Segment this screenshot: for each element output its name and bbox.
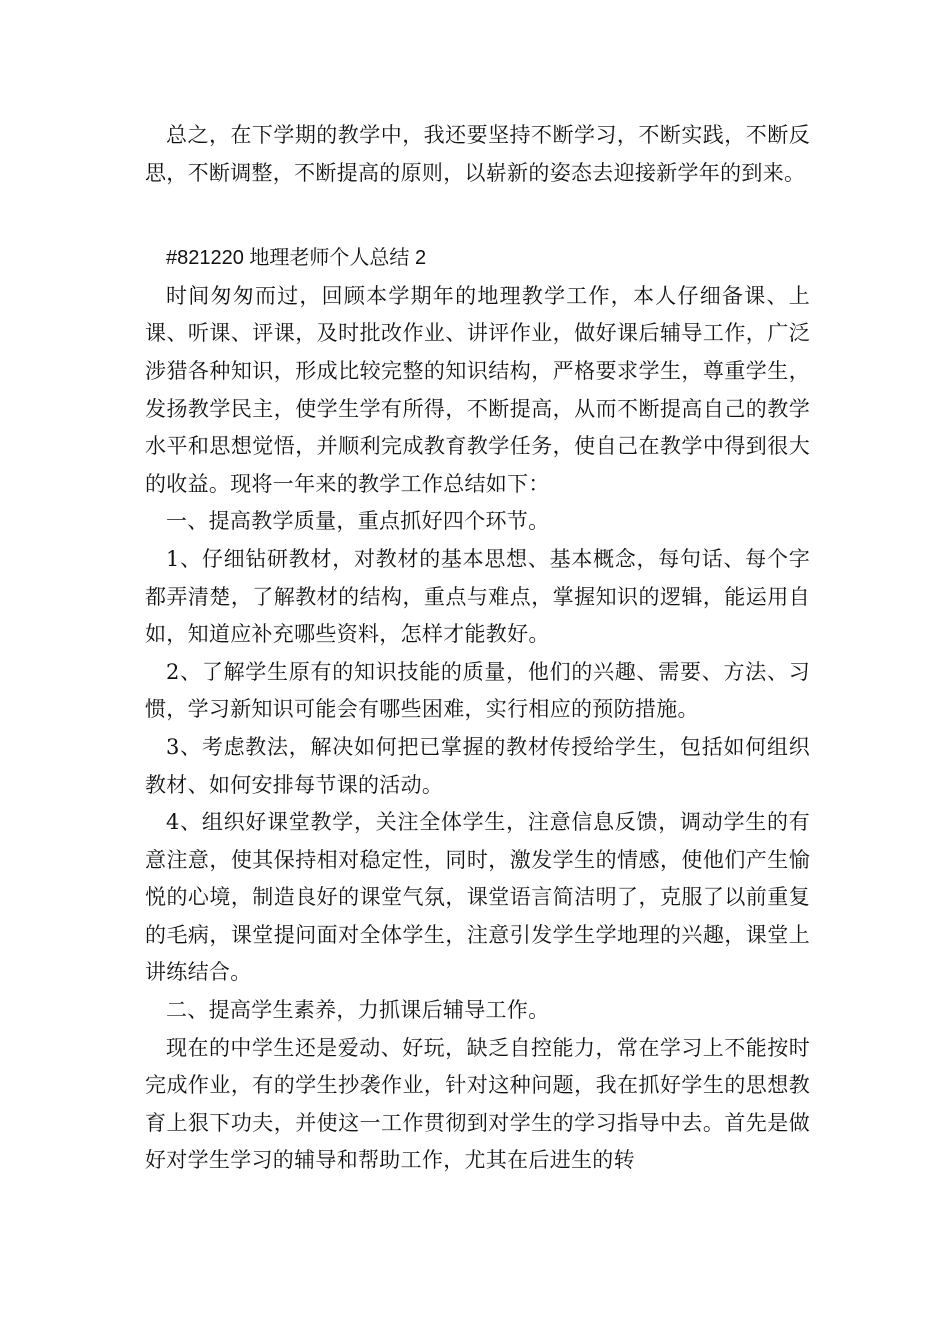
body-paragraph-1: 时间匆匆而过，回顾本学期年的地理教学工作，本人仔细备课、上课、听课、评课，及时批改作业、讲评作业，做好课后辅导工作，广泛涉猎各种知识，形成比较完整的知识结构，严格要求学生，尊重学生，发扬教学民主，使学生学有所得，不断提高，从而不断提高自己的教学水平和思想觉悟，并顺利完成教育教学任务，使自己在教学中得到很大的收益。现将一年来的教学工作总结如下： <box>145 283 810 496</box>
body-paragraph-5: 3、考虑教法，解决如何把已掌握的教材传授给学生，包括如何组织教材、如何安排每节课的活动。 <box>145 734 810 797</box>
body-paragraph-6: 4、组织好课堂教学，关注全体学生，注意信息反馈，调动学生的有意注意，使其保持相对稳定性，同时，激发学生的情感，使他们产生愉悦的心境，制造良好的课堂气氛，课堂语言简洁明了，克服了以前重复的毛病，课堂提问面对全体学生，注意引发学生学地理的兴趣，课堂上讲练结合。 <box>145 810 810 985</box>
body-paragraph-3: 1、仔细钻研教材，对教材的基本思想、基本概念，每句话、每个字都弄清楚，了解教材的结构，重点与难点，掌握知识的逻辑，能运用自如，知道应补充哪些资料，怎样才能教好。 <box>145 546 810 647</box>
body-paragraph-4: 2、了解学生原有的知识技能的质量，他们的兴趣、需要、方法、习惯，学习新知识可能会有哪些困难，实行相应的预防措施。 <box>145 659 810 722</box>
section-heading: #821220 地理老师个人总结 2 <box>166 247 427 270</box>
body-paragraph-7: 二、提高学生素养，力抓课后辅导工作。 <box>166 998 550 1023</box>
body-paragraph-2: 一、提高教学质量，重点抓好四个环节。 <box>166 509 550 534</box>
document-page <box>145 117 810 1180</box>
intro-paragraph: 总之，在下学期的教学中，我还要坚持不断学习，不断实践，不断反思，不断调整，不断提高的原则，以崭新的姿态去迎接新学年的到来。 <box>145 123 810 185</box>
body-paragraph-8: 现在的中学生还是爱动、好玩，缺乏自控能力，常在学习上不能按时完成作业，有的学生抄袭作业，针对这种问题，我在抓好学生的思想教育上狠下功夫，并使这一工作贯彻到对学生的学习指导中去。首先是做好对学生学习的辅导和帮助工作，尤其在后进生的转 <box>145 1035 810 1173</box>
paragraph-gap <box>145 192 810 240</box>
